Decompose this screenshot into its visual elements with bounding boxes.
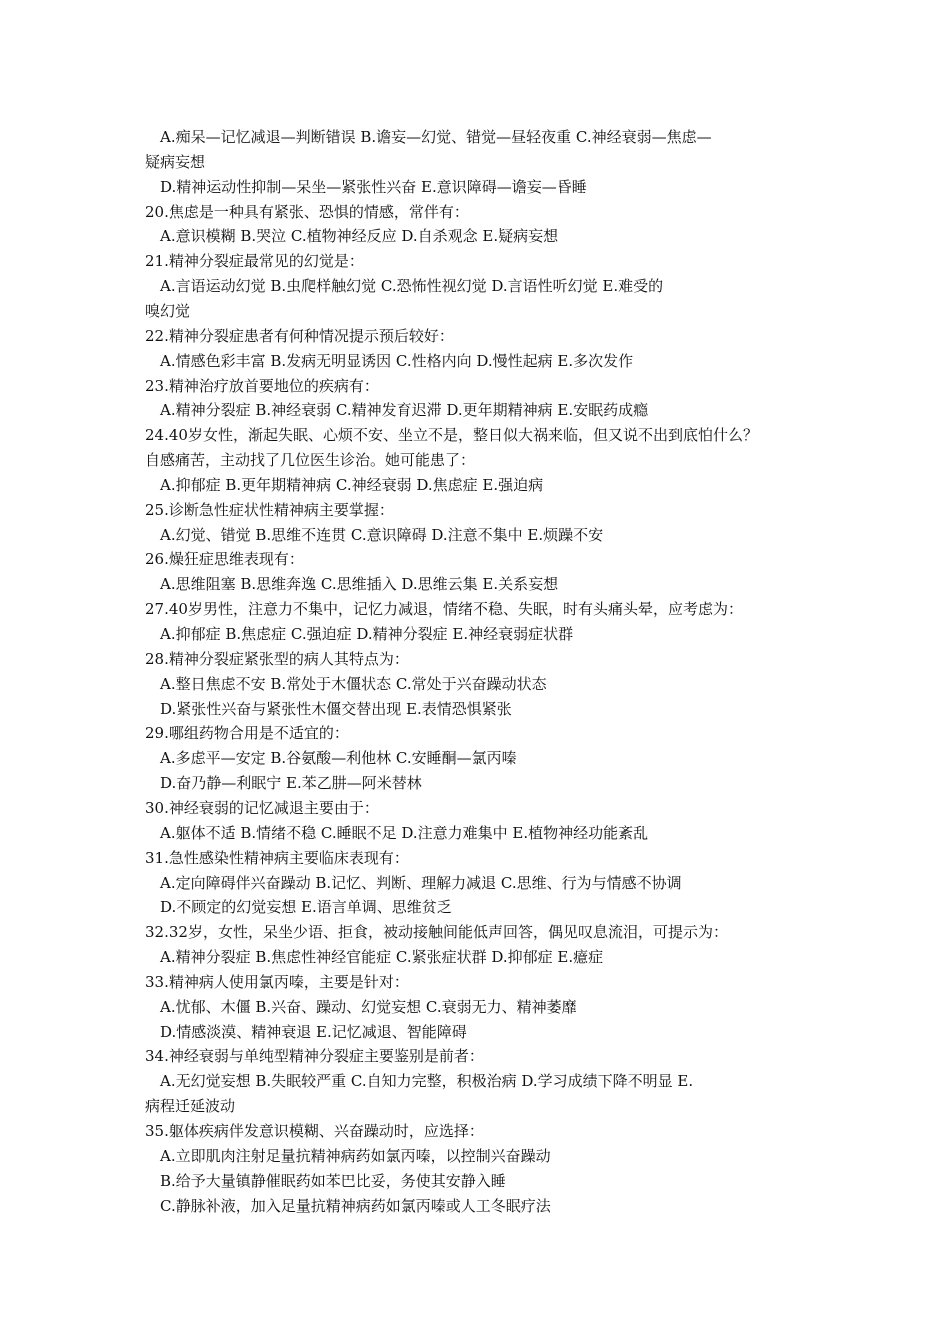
text-line: A.抑郁症 B.焦虑症 C.强迫症 D.精神分裂症 E.神经衰弱症状群 [160,625,574,643]
text-line: A.言语运动幻觉 B.虫爬样触幻觉 C.恐怖性视幻觉 D.言语性听幻觉 E.难受的 [160,277,664,296]
text-line: 25.诊断急性症状性精神病主要掌握： [145,500,394,519]
text-line: A.抑郁症 B.更年期精神病 C.神经衰弱 D.焦虑症 E.强迫病 [160,475,544,494]
text-line: A.思维阻塞 B.思维奔逸 C.思维插入 D.思维云集 E.关系妄想 [160,575,559,594]
text-line: 22.精神分裂症患者有何种情况提示预后较好： [145,326,454,345]
text-line: 35.躯体疾病伴发意识模糊、兴奋躁动时，应选择： [145,1122,484,1140]
text-line: A.躯体不适 B.情绪不稳 C.睡眠不足 D.注意力难集中 E.植物神经功能紊乱 [160,823,649,842]
text-line: B.给予大量镇静催眠药如苯巴比妥，务使其安静入睡 [160,1171,506,1190]
text-line: A.无幻觉妄想 B.失眠较严重 C.自知力完整，积极治病 D.学习成绩下降不明显 E. [160,1072,694,1091]
text-line: 27.40岁男性，注意力不集中，记忆力减退，情绪不稳、失眠，时有头痛头晕，应考虑为： [145,600,743,619]
text-line: A.整日焦虑不安 B.常处于木僵状态 C.常处于兴奋躁动状态 [160,674,547,693]
text-line: 30.神经衰弱的记忆减退主要由于： [145,798,379,817]
text-line: 20.焦虑是一种具有紧张、恐惧的情感，常伴有： [145,202,469,221]
text-line: A.精神分裂症 B.焦虑性神经官能症 C.紧张症状群 D.抑郁症 E.癔症 [160,948,604,967]
text-line: 33.精神病人使用氯丙嗪，主要是针对： [145,972,409,991]
text-line: A.幻觉、错觉 B.思维不连贯 C.意识障碍 D.注意不集中 E.烦躁不安 [160,525,604,544]
text-line: 29.哪组药物合用是不适宜的： [145,724,349,743]
text-line: 32.32岁，女性，呆坐少语、拒食，被动接触间能低声回答，偶见叹息流泪，可提示为： [145,923,728,942]
text-line: D.精神运动性抑制—呆坐—紧张性兴奋 E.意识障碍—谵妄—昏睡 [160,177,587,196]
text-line: A.意识模糊 B.哭泣 C.植物神经反应 D.自杀观念 E.疑病妄想 [160,227,559,246]
text-line: D.不顾定的幻觉妄想 E.语言单调、思维贫乏 [160,898,452,917]
text-line: A.精神分裂症 B.神经衰弱 C.精神发育迟滞 D.更年期精神病 E.安眠药成瘾 [160,401,649,420]
text-line: A.情感色彩丰富 B.发病无明显诱因 C.性格内向 D.慢性起病 E.多次发作 [160,351,634,370]
text-line: 21.精神分裂症最常见的幻觉是： [145,252,364,271]
text-line: 自感痛苦，主动找了几位医生诊治。她可能患了： [145,451,476,470]
text-line: D.紧张性兴奋与紧张性木僵交替出现 E.表情恐惧紧张 [160,699,512,718]
text-line: 病程迁延波动 [145,1097,236,1116]
text-line: A.忧郁、木僵 B.兴奋、躁动、幻觉妄想 C.衰弱无力、精神萎靡 [160,997,577,1016]
text-line: A.多虑平—安定 B.谷氨酸—利他林 C.安睡酮—氯丙嗪 [160,749,517,768]
text-line: 24.40岁女性，渐起失眠、心烦不安、坐立不是，整日似大祸来临，但又说不出到底怕什么？ [145,426,758,445]
text-line: D.奋乃静—利眠宁 E.苯乙肼—阿米替林 [160,774,422,793]
text-line: 31.急性感染性精神病主要临床表现有： [145,848,409,867]
text-line: 34.神经衰弱与单纯型精神分裂症主要鉴别是前者： [145,1047,484,1066]
text-line: C.静脉补液，加入足量抗精神病药如氯丙嗪或人工冬眠疗法 [160,1196,551,1215]
text-line: 23.精神治疗放首要地位的疾病有： [145,376,379,395]
text-line: A.痴呆—记忆减退—判断错误 B.谵妄—幻觉、错觉—昼轻夜重 C.神经衰弱—焦虑— [160,128,712,146]
text-line: 疑病妄想 [145,152,206,171]
text-line: 28.精神分裂症紧张型的病人其特点为： [145,649,409,668]
text-line: D.情感淡漠、精神衰退 E.记忆减退、智能障碍 [160,1022,467,1041]
text-line: A.立即肌肉注射足量抗精神病药如氯丙嗪，以控制兴奋躁动 [160,1146,551,1165]
text-line: 嗅幻觉 [145,301,191,320]
text-line: 26.燥狂症思维表现有： [145,550,304,569]
text-line: A.定向障碍伴兴奋躁动 B.记忆、判断、理解力减退 C.思维、行为与情感不协调 [160,873,682,892]
